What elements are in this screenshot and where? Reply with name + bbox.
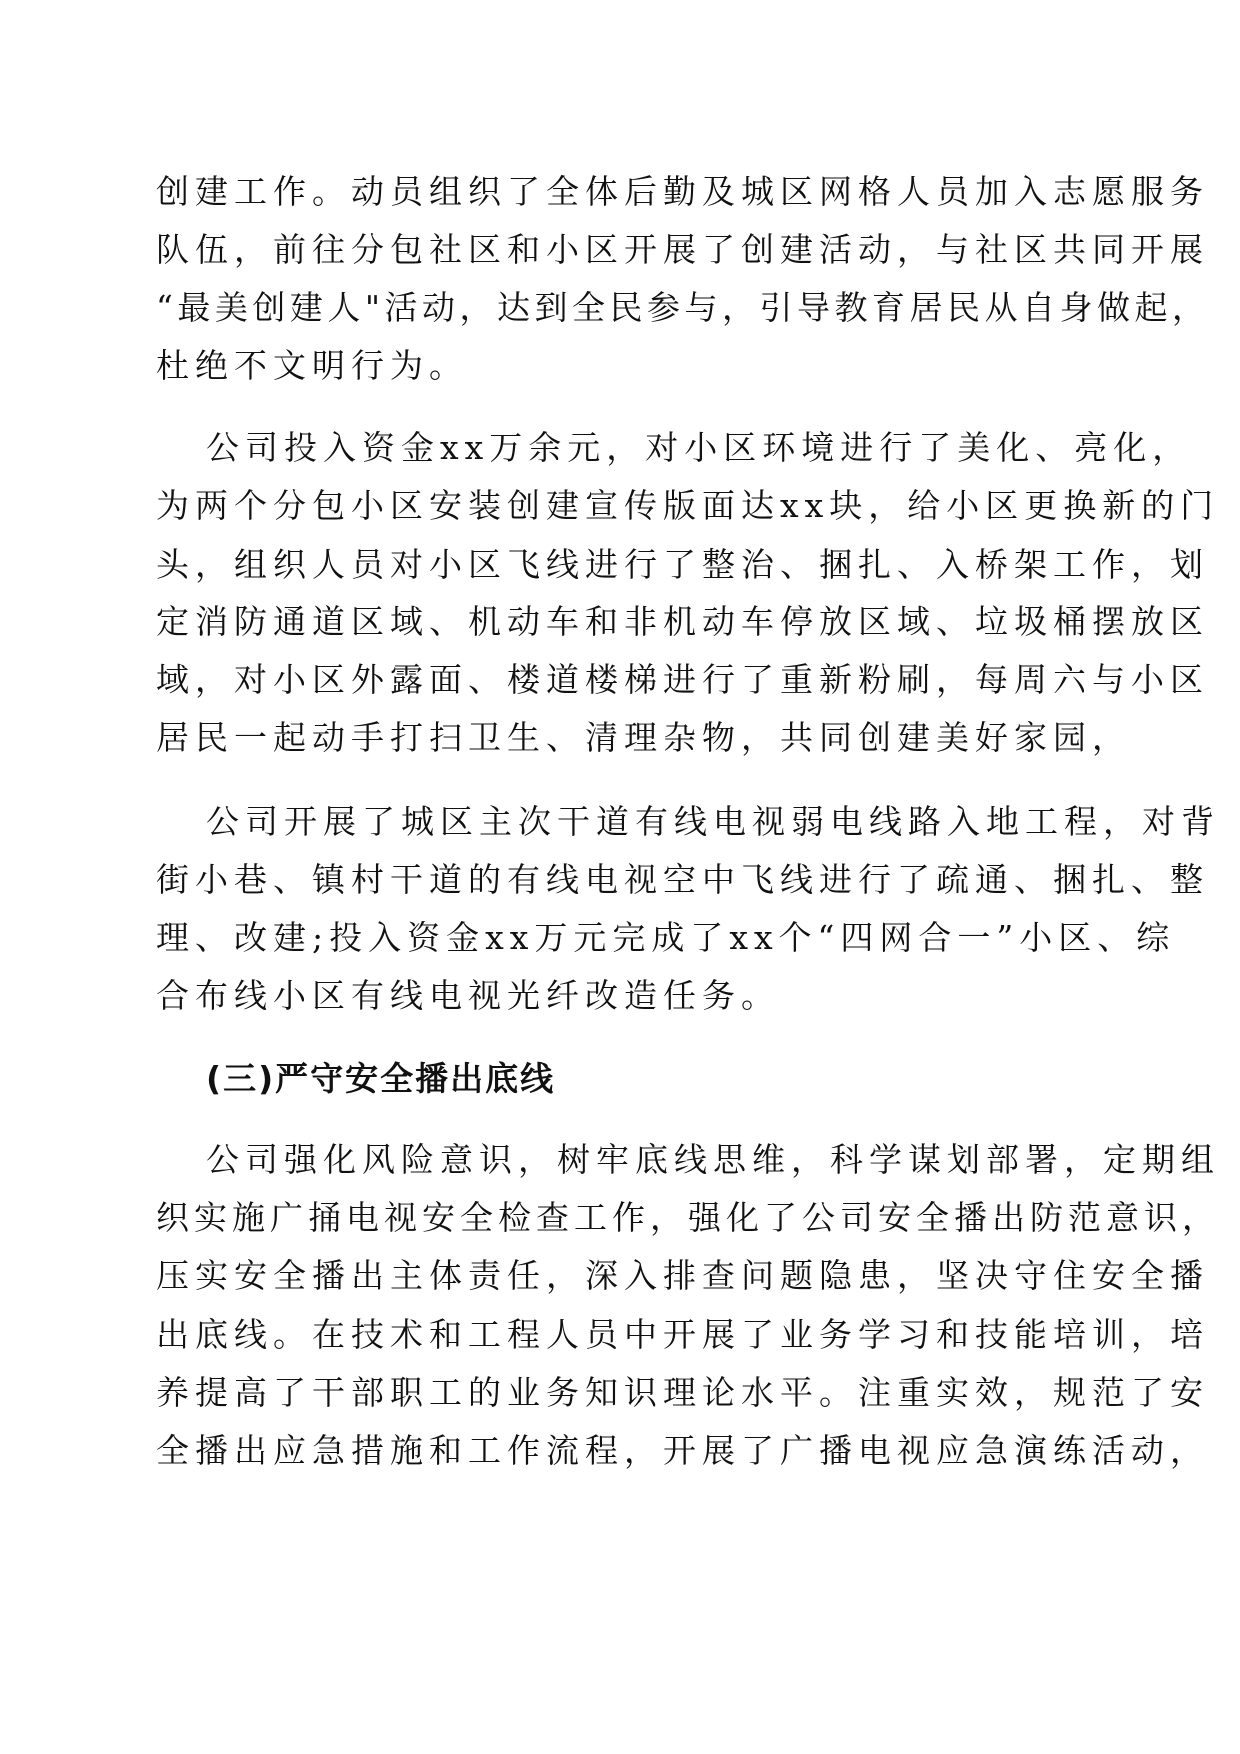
text-line: 域，对小区外露面、楼道楼梯进行了重新粉刷，每周六与小区 (156, 660, 1209, 699)
section-heading: (三)严守安全播出底线 (206, 1059, 556, 1098)
text-line: 杜绝不文明行为。 (156, 346, 468, 385)
text-line: 出底线。在技术和工程人员中开展了业务学习和技能培训，培 (156, 1315, 1209, 1354)
text-line: 公司投入资金xx万余元，对小区环境进行了美化、亮化， (206, 428, 1192, 467)
text-line: “最美创建人"活动，达到全民参与，引导教育居民从自身做起， (156, 288, 1210, 327)
text-line: 压实安全播出主体责任，深入排查问题隐患，坚决守住安全播 (156, 1256, 1209, 1295)
text-line: 合布线小区有线电视光纤改造任务。 (156, 976, 780, 1015)
text-line: 公司强化风险意识，树牢底线思维，科学谋划部署，定期组 (206, 1140, 1220, 1179)
text-line: 公司开展了城区主次干道有线电视弱电线路入地工程，对背 (206, 802, 1220, 841)
text-line: 全播出应急措施和工作流程，开展了广播电视应急演练活动， (156, 1431, 1209, 1470)
text-line: 街小巷、镇村干道的有线电视空中飞线进行了疏通、捆扎、整 (156, 860, 1209, 899)
text-line: 队伍，前往分包社区和小区开展了创建活动，与社区共同开展 (156, 230, 1209, 269)
text-line: 理、改建;投入资金xx万元完成了xx个“四网合一”小区、综 (156, 918, 1176, 957)
text-line: 织实施广捅电视安全检查工作，强化了公司安全播出防范意识， (156, 1198, 1220, 1237)
text-line: 居民一起动手打扫卫生、清理杂物，共同创建美好家园， (156, 718, 1131, 757)
text-line: 养提高了干部职工的业务知识理论水平。注重实效，规范了安 (156, 1373, 1209, 1412)
text-line: 定消防通道区域、机动车和非机动车停放区域、垃圾桶摆放区 (156, 602, 1209, 641)
text-line: 创建工作。动员组织了全体后勤及城区网格人员加入志愿服务 (156, 172, 1209, 211)
text-line: 头，组织人员对小区飞线进行了整治、捆扎、入桥架工作，划 (156, 545, 1209, 584)
text-line: 为两个分包小区安装创建宣传版面达xx块，给小区更换新的门 (156, 486, 1220, 525)
